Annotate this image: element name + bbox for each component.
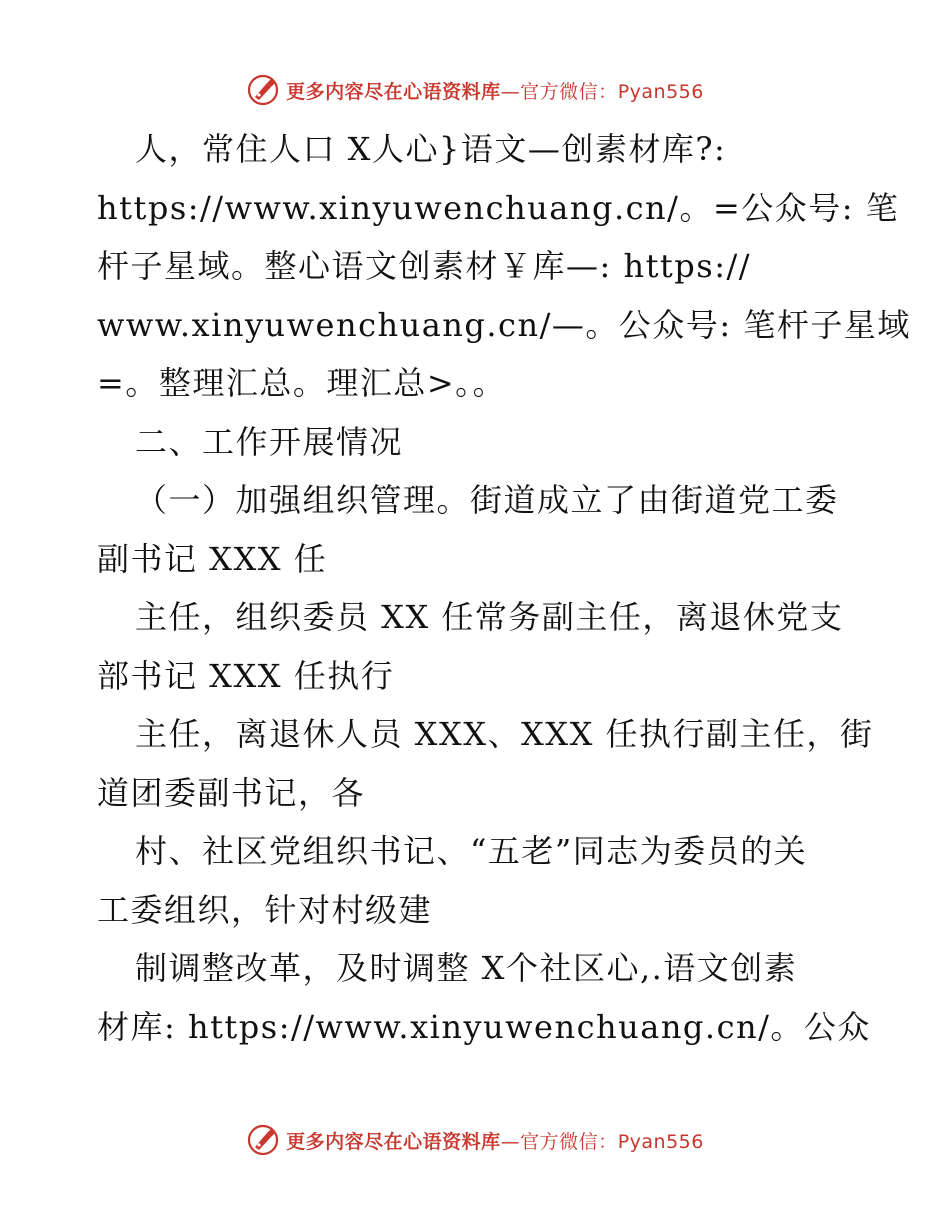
footer-banner-title: 更多内容尽在心语资料库 bbox=[286, 1130, 501, 1153]
text-line: 副书记 XXX 任 bbox=[97, 539, 328, 578]
pen-nib-logo-icon bbox=[246, 73, 280, 107]
footer-wechat-id: Pyan556 bbox=[617, 1130, 704, 1153]
footer-banner-text bbox=[286, 1127, 704, 1154]
document-body bbox=[97, 120, 911, 1056]
text-line: www.xinyuwenchuang.cn/—。公众号: 笔杆子星域 bbox=[97, 305, 911, 344]
header-wechat-label: 官方微信： bbox=[520, 80, 618, 103]
footer-banner-separator: — bbox=[500, 1130, 521, 1153]
header-wechat-id: Pyan556 bbox=[617, 80, 704, 103]
pen-nib-logo-icon bbox=[246, 1123, 280, 1157]
text-line: 杆子星域。整心语文创素材￥库—: https:// bbox=[97, 247, 752, 285]
header-banner-title: 更多内容尽在心语资料库 bbox=[286, 80, 501, 103]
text-line: 主任，离退休人员 XXX、XXX 任执行副主任，街 bbox=[135, 715, 874, 753]
text-line: 人，常住人口 X人心}语文—创素材库?: bbox=[135, 130, 727, 168]
text-line: https://www.xinyuwenchuang.cn/。=公众号: 笔 bbox=[97, 188, 900, 227]
header-banner bbox=[0, 70, 950, 110]
footer-wechat-label: 官方微信： bbox=[520, 1130, 618, 1153]
header-banner-text bbox=[286, 77, 704, 104]
text-line: 工委组织，针对村级建 bbox=[97, 890, 433, 929]
text-line: 材库: https://www.xinyuwenchuang.cn/。公众 bbox=[97, 1007, 871, 1046]
text-line: 村、社区党组织书记、“五老”同志为委员的关 bbox=[135, 832, 808, 870]
header-banner-separator: — bbox=[500, 80, 521, 103]
text-line: 部书记 XXX 任执行 bbox=[97, 656, 395, 695]
footer-banner bbox=[0, 1120, 950, 1160]
text-line: （一）加强组织管理。街道成立了由街道党工委 bbox=[135, 481, 839, 519]
text-line: =。整理汇总。理汇总>。。 bbox=[97, 364, 507, 402]
text-line: 道团委副书记，各 bbox=[97, 773, 366, 812]
text-line: 制调整改革，及时调整 X个社区心,.语文创素 bbox=[135, 949, 798, 987]
section-heading: 二、工作开展情况 bbox=[135, 422, 404, 461]
text-line: 主任，组织委员 XX 任常务副主任，离退休党支 bbox=[135, 598, 844, 636]
